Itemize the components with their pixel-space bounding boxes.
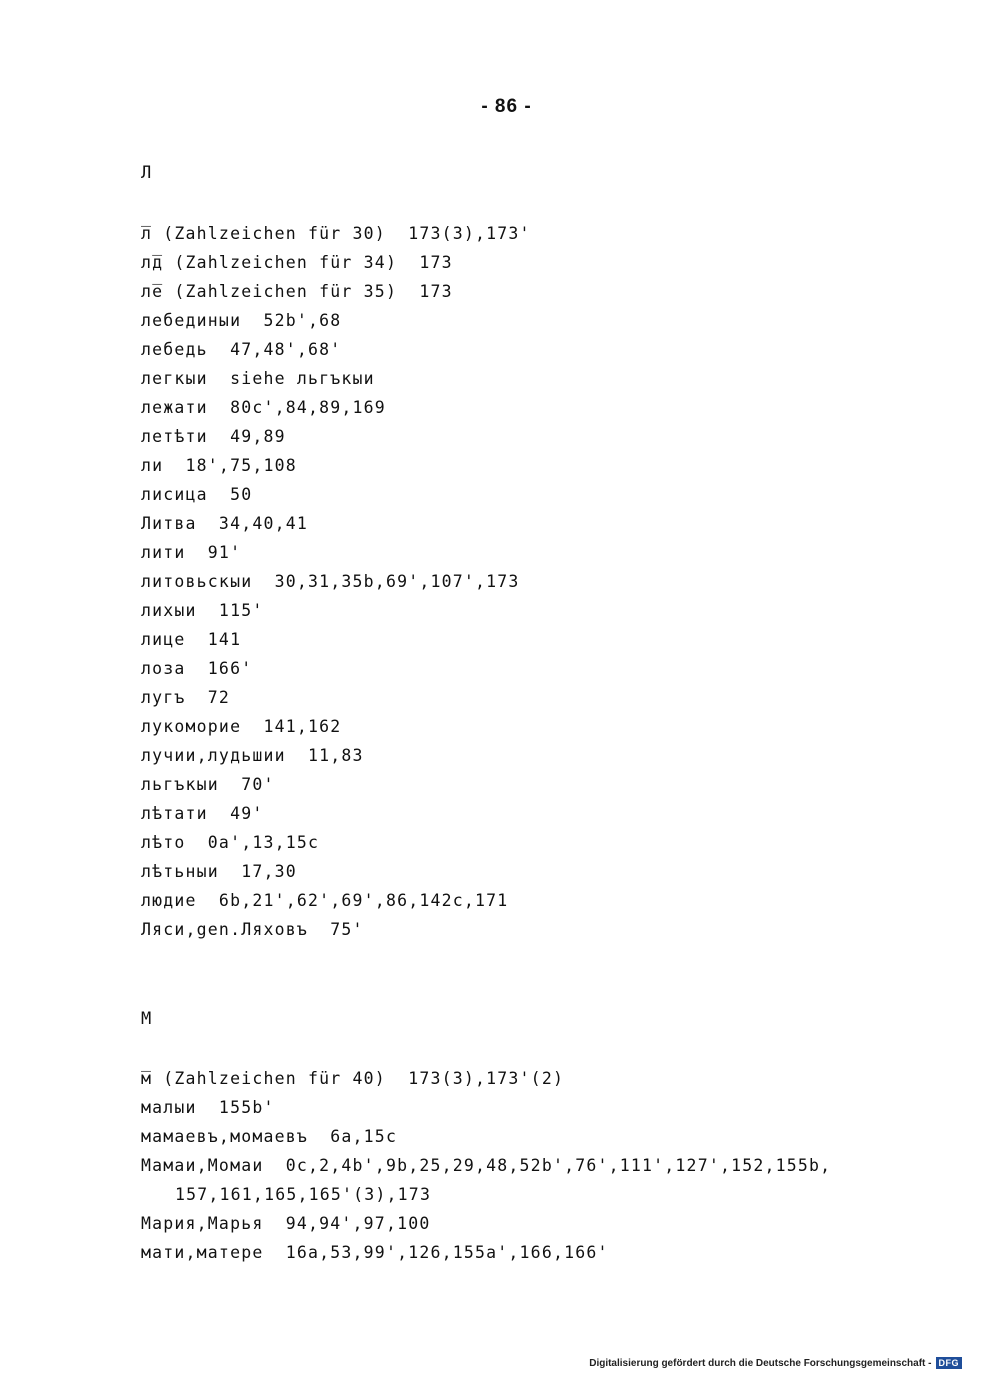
dfg-logo: DFG	[936, 1357, 963, 1369]
index-entry: лд̅ (Zahlzeichen für 34) 173	[141, 253, 453, 272]
index-entry: лукоморие 141,162	[141, 717, 342, 736]
index-entry: лити 91'	[141, 543, 242, 562]
section-letter-m: М	[141, 1009, 152, 1029]
index-entry: льгъкыи 70'	[141, 775, 275, 794]
index-entry: м̅ (Zahlzeichen für 40) 173(3),173'(2)	[141, 1069, 565, 1088]
index-entry: Мамаи,Момаи 0c,2,4b',9b,25,29,48,52b',76',111',127',152,155b,	[141, 1156, 832, 1175]
index-list-m	[141, 1064, 831, 1267]
index-entry: лебединыи 52b',68	[141, 311, 342, 330]
section-letter-l: Л	[141, 163, 152, 183]
index-entry: лугъ 72	[141, 688, 231, 707]
index-entry: мати,матере 16a,53,99',126,155a',166,166'	[141, 1243, 609, 1262]
index-list-l	[141, 219, 531, 944]
index-entry: лѣтьныи 17,30	[141, 862, 297, 881]
index-entry: легкыи siehe льгъкыи	[141, 369, 375, 388]
index-entry: Ляси,gen.Ляховъ 75'	[141, 920, 364, 939]
index-entry: Мария,Марья 94,94',97,100	[141, 1214, 431, 1233]
index-entry: лоза 166'	[141, 659, 253, 678]
index-entry: литовьскыи 30,31,35b,69',107',173	[141, 572, 520, 591]
index-entry: лѣто 0a',13,15c	[141, 833, 320, 852]
index-entry: лучии,лудьшии 11,83	[141, 746, 364, 765]
index-entry: мамаевъ,момаевъ 6a,15c	[141, 1127, 398, 1146]
index-entry: лѣтати 49'	[141, 804, 264, 823]
index-entry: лежати 80c',84,89,169	[141, 398, 386, 417]
index-entry: лебедь 47,48',68'	[141, 340, 342, 359]
index-entry: лисица 50	[141, 485, 253, 504]
index-entry: лихыи 115'	[141, 601, 264, 620]
index-entry: людие 6b,21',62',69',86,142c,171	[141, 891, 509, 910]
index-entry: л̅ (Zahlzeichen für 30) 173(3),173'	[141, 224, 531, 243]
index-entry-continuation: 157,161,165,165'(3),173	[175, 1185, 432, 1204]
footer-text: Digitalisierung gefördert durch die Deutsche Forschungsgemeinschaft -	[589, 1357, 932, 1369]
page-number: - 86 -	[481, 96, 532, 117]
footer-credit	[589, 1357, 962, 1369]
index-entry: ли 18',75,108	[141, 456, 297, 475]
index-entry: ле̅ (Zahlzeichen für 35) 173	[141, 282, 453, 301]
index-entry: малыи 155b'	[141, 1098, 275, 1117]
index-entry: лице 141	[141, 630, 242, 649]
index-entry: Литва 34,40,41	[141, 514, 309, 533]
index-entry: летѣти 49,89	[141, 427, 286, 446]
